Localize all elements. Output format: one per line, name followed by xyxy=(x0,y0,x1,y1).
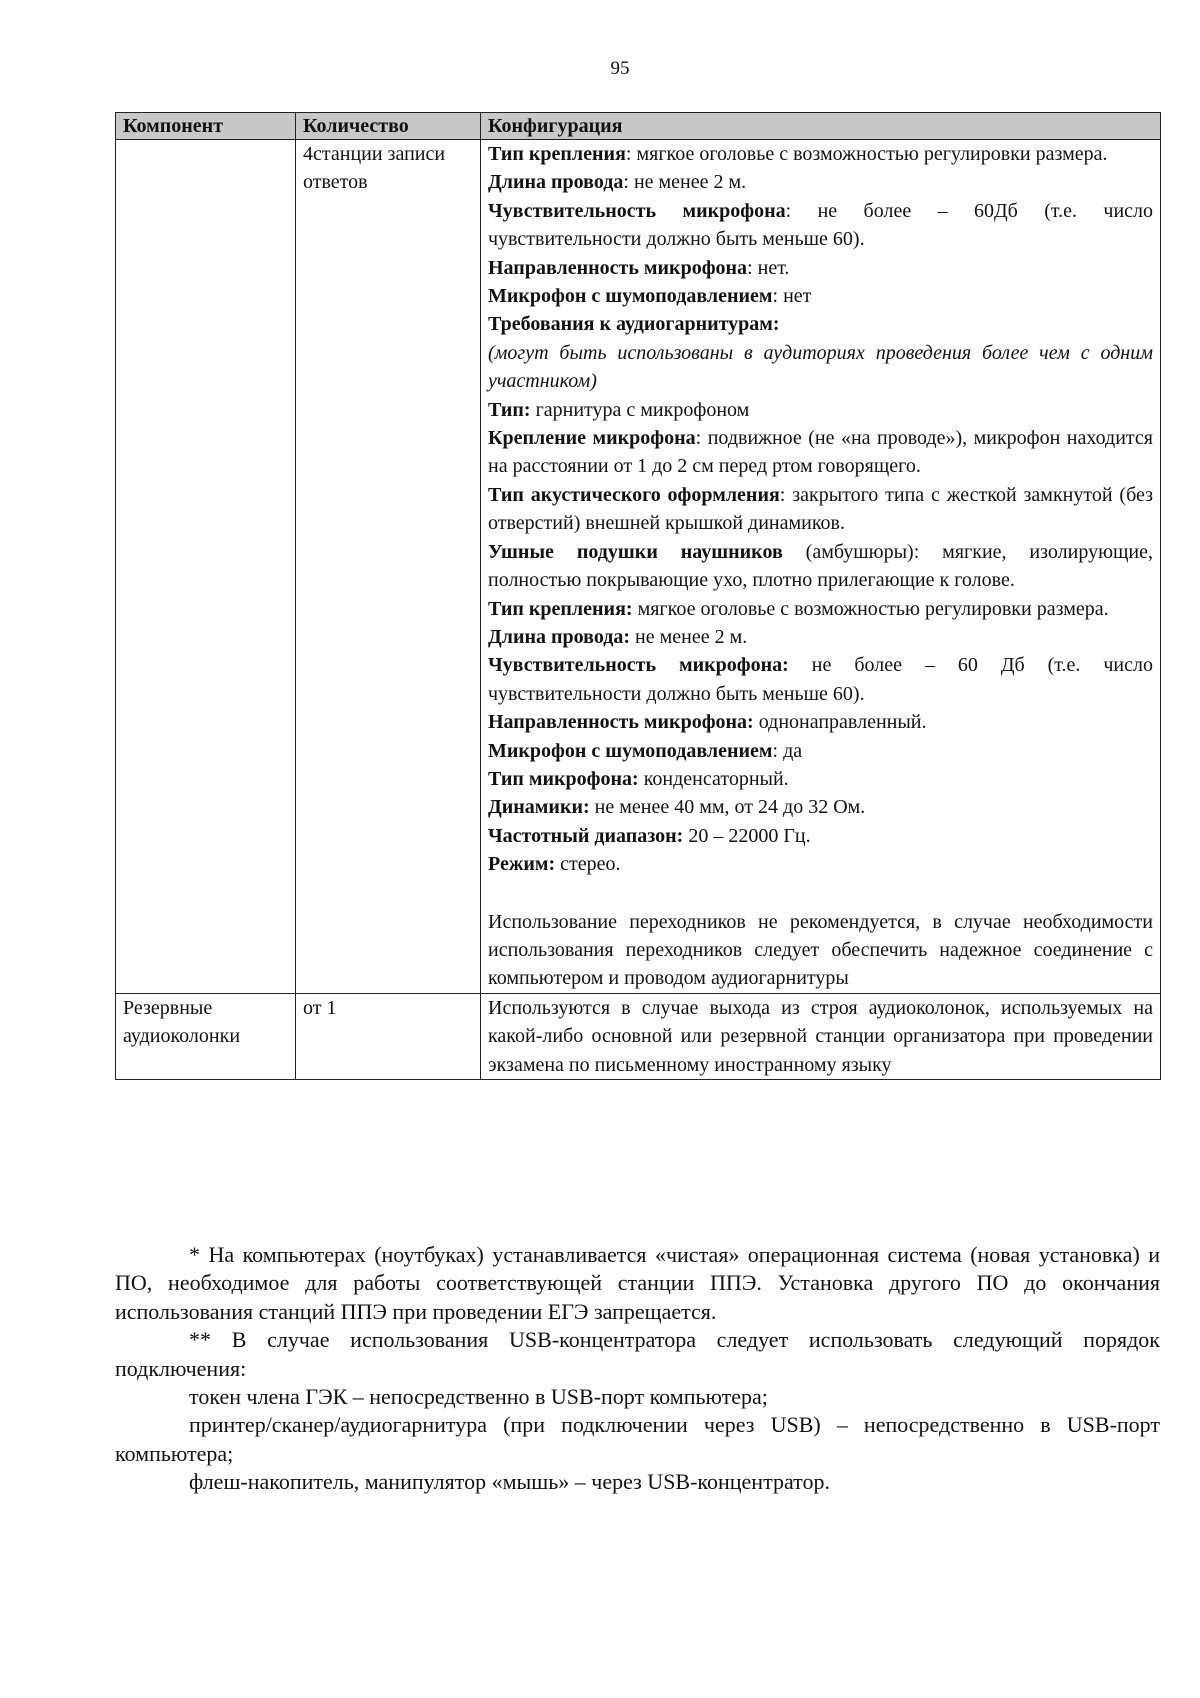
config-line xyxy=(488,623,1153,651)
config-term: Чувствительность микрофона xyxy=(488,199,786,222)
config-line xyxy=(488,793,1153,821)
config-value: : мягкое оголовье с возможностью регулировки размера. xyxy=(625,143,1108,165)
config-line xyxy=(488,822,1153,850)
config-value: : закрытого типа с жесткой замкнутой (без отверстий) внешней крышкой динамиков. xyxy=(488,483,1153,535)
config-term: Ушные подушки наушников xyxy=(488,540,783,563)
cell-configuration xyxy=(481,993,1161,1079)
config-value: не менее 40 мм, от 24 до 32 Ом. xyxy=(589,796,866,819)
config-term: Тип микрофона: xyxy=(488,767,639,790)
config-line xyxy=(488,339,1153,396)
config-note: (могут быть использованы в аудиториях проведения более чем с одним участником) xyxy=(488,341,1153,393)
config-line xyxy=(488,708,1153,736)
config-term: Микрофон с шумоподавлением xyxy=(488,285,773,308)
config-value: 20 – 22000 Гц. xyxy=(683,824,811,847)
footnote-paragraph: ** В случае использования USB-концентратора следует использовать следующий порядок подключения: xyxy=(115,1327,1160,1381)
config-line xyxy=(488,538,1153,595)
config-value: : не более – 60Дб (т.е. число чувствительности должно быть меньше 60). xyxy=(488,199,1154,251)
config-value: однонаправленный. xyxy=(753,711,927,734)
header-configuration: Конфигурация xyxy=(481,113,1161,140)
config-line xyxy=(488,168,1153,196)
config-line xyxy=(488,765,1153,793)
footnote-paragraph: флеш-накопитель, манипулятор «мышь» – через USB-концентратор. xyxy=(189,1469,830,1495)
config-line xyxy=(488,254,1153,282)
cell-component: Резервные аудиоколонки xyxy=(116,993,296,1079)
footnote-paragraph: принтер/сканер/аудиогарнитура (при подключении через USB) – непосредственно в USB-порт компьютера; xyxy=(115,1412,1160,1466)
cell-component xyxy=(116,140,296,994)
page-number: 95 xyxy=(610,58,630,79)
config-line xyxy=(488,310,1153,338)
config-term: Частотный диапазон: xyxy=(488,824,684,847)
config-line xyxy=(488,737,1153,765)
config-term: Требования к аудиогарнитурам: xyxy=(488,313,780,336)
config-line xyxy=(488,595,1153,623)
header-component: Компонент xyxy=(116,113,296,140)
configuration-table xyxy=(115,112,1161,1080)
config-line xyxy=(488,396,1153,424)
config-value: не менее 2 м. xyxy=(630,625,748,648)
config-term: Микрофон с шумоподавлением xyxy=(488,739,773,762)
config-line xyxy=(488,651,1153,708)
header-quantity: Количество xyxy=(296,113,481,140)
config-term: Тип крепления xyxy=(488,143,626,165)
config-value: : нет. xyxy=(747,256,790,279)
config-value: мягкое оголовье с возможностью регулировки размера. xyxy=(632,597,1109,620)
config-line xyxy=(488,481,1153,538)
config-term: Чувствительность микрофона: xyxy=(488,654,789,677)
config-line xyxy=(488,908,1153,993)
config-value: : да xyxy=(772,739,803,762)
config-term: Крепление микрофона xyxy=(488,427,696,450)
config-value: не более – 60 Дб (т.е. число чувствительности должно быть меньше 60). xyxy=(488,654,1153,705)
config-line xyxy=(488,282,1153,310)
config-value: : не менее 2 м. xyxy=(623,171,747,194)
config-value: Использование переходников не рекомендуется, в случае необходимости использования переходников следует обеспечить надежное соединение с компьютером и проводом аудиогарнитуры xyxy=(488,910,1153,990)
config-line xyxy=(488,140,1153,168)
spacer xyxy=(488,879,1153,908)
config-term: Длина провода xyxy=(488,171,624,194)
config-term: Динамики: xyxy=(488,796,590,819)
config-value: (амбушюры): мягкие, изолирующие, полностью покрывающие ухо, плотно прилегающие к голове. xyxy=(488,540,1153,592)
config-value: конденсаторный. xyxy=(638,767,789,790)
table-header-row xyxy=(116,113,1161,140)
table-row xyxy=(116,140,1161,994)
config-term: Длина провода: xyxy=(488,625,631,648)
config-line xyxy=(488,197,1153,254)
table-row xyxy=(116,993,1161,1079)
config-line xyxy=(488,850,1153,878)
footnotes xyxy=(115,1241,1160,1497)
config-value: : подвижное (не «на проводе»), микрофон находится на расстоянии от 1 до 2 см перед ртом говорящего. xyxy=(488,427,1153,478)
config-value: стерео. xyxy=(555,853,621,876)
cell-quantity: 4станции записи ответов xyxy=(296,140,481,994)
config-term: Тип: xyxy=(488,398,531,421)
config-value: : нет xyxy=(772,285,812,308)
config-term: Направленность микрофона xyxy=(488,256,748,279)
config-term: Тип акустического оформления xyxy=(488,483,780,506)
config-term: Направленность микрофона: xyxy=(488,711,754,734)
config-term: Тип крепления: xyxy=(488,597,633,620)
config-value: гарнитура с микрофоном xyxy=(530,398,750,421)
config-line xyxy=(488,424,1153,481)
config-text: Используются в случае выхода из строя аудиоколонок, используемых на какой-либо основной или резервной станции организатора при проведении экзамена по письменному иностранному языку xyxy=(488,996,1153,1076)
cell-quantity: от 1 xyxy=(296,993,481,1079)
footnote-paragraph: токен члена ГЭК – непосредственно в USB-порт компьютера; xyxy=(189,1384,768,1410)
config-term: Режим: xyxy=(488,853,556,876)
cell-configuration xyxy=(481,140,1161,994)
footnote-paragraph: * На компьютерах (ноутбуках) устанавливается «чистая» операционная система (новая установка) и ПО, необходимое для работы соответствующей станции ППЭ. Установка другого ПО до окончания использования станций ППЭ при проведении ЕГЭ запрещается. xyxy=(115,1242,1160,1324)
